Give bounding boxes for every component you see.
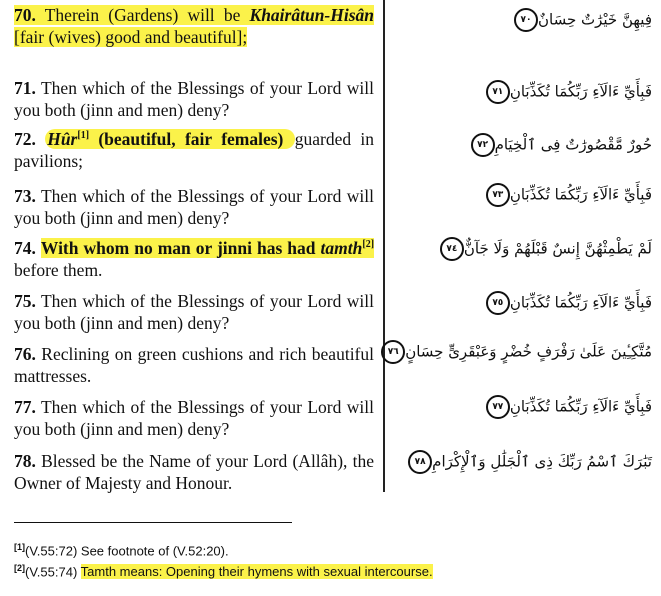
verse-term: tamth — [320, 238, 363, 258]
ayah-number-icon: ٧٥ — [486, 291, 510, 315]
verse-74 — [14, 237, 374, 281]
verse-text-highlighted: With whom no man or jinni has had — [40, 238, 316, 258]
verse-text: Reclining on green cushions and rich beautiful mattresses. — [14, 344, 374, 386]
verse-70 — [14, 4, 374, 48]
ayah-number-icon: ٧٦ — [381, 340, 405, 364]
arabic-verse-77 — [482, 395, 652, 419]
verse-text: Then which of the Blessings of your Lord will you both (jinn and men) deny? — [14, 291, 374, 333]
footnote-text: See footnote of (V.52:20). — [80, 543, 229, 559]
verse-text: Then which of the Blessings of your Lord will you both (jinn and men) deny? — [14, 78, 374, 120]
footnote-divider — [14, 522, 292, 523]
footnote-1 — [14, 542, 229, 558]
arabic-verse-72 — [467, 133, 652, 157]
verse-77 — [14, 396, 374, 440]
verse-text: guarded in pavilions; — [14, 129, 375, 171]
ayah-number-icon: ٧٠ — [514, 8, 538, 32]
ayah-number-icon: ٧٢ — [471, 133, 495, 157]
footnote-text: Tamth means: Opening their hymens with sexual intercourse. — [80, 564, 433, 580]
verse-text: before them. — [14, 260, 103, 280]
arabic-verse-74 — [436, 237, 652, 261]
verse-text: [fair (wives) good and beautiful]; — [14, 27, 248, 47]
ayah-number-icon: ٧١ — [486, 80, 510, 104]
arabic-text: فَبِأَيِّ ءَالَآءِ رَبِّكُمَا تُكَذِّبَانِ — [509, 185, 652, 204]
arabic-text: فَبِأَيِّ ءَالَآءِ رَبِّكُمَا تُكَذِّبَانِ — [509, 397, 652, 416]
ayah-number-icon: ٧٤ — [440, 237, 464, 261]
verse-number: 76. — [14, 344, 36, 364]
arabic-verse-75 — [482, 291, 652, 315]
arabic-verse-71 — [482, 80, 652, 104]
arabic-text: لَمْ يَطْمِثْهُنَّ إِنسٌ قَبْلَهُمْ وَلَا جَآنٌّ — [463, 239, 652, 258]
verse-number: 75. — [14, 291, 36, 311]
verse-71 — [14, 77, 374, 121]
verse-text: Then which of the Blessings of your Lord will you both (jinn and men) deny? — [14, 186, 374, 228]
ayah-number-icon: ٧٨ — [408, 450, 432, 474]
verse-text: Then which of the Blessings of your Lord will you both (jinn and men) deny? — [14, 397, 374, 439]
arabic-text: فَبِأَيِّ ءَالَآءِ رَبِّكُمَا تُكَذِّبَانِ — [509, 82, 652, 101]
arabic-verse-73 — [482, 183, 652, 207]
verse-text: Therein (Gardens) will be — [44, 5, 241, 25]
verse-number: 73. — [14, 186, 36, 206]
footnote-ref: (V.55:74) — [25, 564, 78, 580]
arabic-verse-76 — [377, 340, 652, 364]
verse-76 — [14, 343, 374, 387]
arabic-verse-70 — [510, 8, 652, 32]
verse-text: Blessed be the Name of your Lord (Allâh), the Owner of Majesty and Honour. — [14, 451, 374, 493]
footnote-ref-2: [2] — [362, 239, 375, 251]
verse-number: 74. — [14, 238, 36, 258]
verse-73 — [14, 185, 374, 229]
arabic-verse-78 — [404, 450, 652, 474]
footnote-marker: [2] — [14, 563, 25, 573]
verse-number: 70. — [14, 5, 36, 25]
arabic-text: تَبَٰرَكَ ٱسْمُ رَبِّكَ ذِى ٱلْجَلَٰلِ وَٱلْإِكْرَامِ — [432, 452, 652, 471]
footnote-marker: [1] — [14, 542, 25, 552]
footnote-2 — [14, 563, 433, 579]
verse-number: 71. — [14, 78, 36, 98]
arabic-text: مُتَّكِـِٔينَ عَلَىٰ رَفْرَفٍ خُضْرٍ وَعَبْقَرِىٍّ حِسَانٍ — [405, 342, 652, 361]
verse-text-highlighted: (beautiful, fair females) — [98, 129, 284, 149]
verse-number: 78. — [14, 451, 36, 471]
verse-75 — [14, 290, 374, 334]
arabic-text: فَبِأَيِّ ءَالَآءِ رَبِّكُمَا تُكَذِّبَانِ — [509, 293, 652, 312]
verse-72 — [14, 128, 374, 172]
footnote-ref: (V.55:72) — [25, 543, 78, 559]
column-divider — [383, 0, 385, 492]
footnote-ref-1: [1] — [77, 130, 90, 142]
ayah-number-icon: ٧٧ — [486, 395, 510, 419]
ayah-number-icon: ٧٣ — [486, 183, 510, 207]
arabic-text: فِيهِنَّ خَيْرَٰتٌ حِسَانٌ — [537, 10, 652, 29]
verse-number: 77. — [14, 397, 36, 417]
arabic-text: حُورٌ مَّقْصُورَٰتٌ فِى ٱلْخِيَامِ — [494, 135, 652, 154]
verse-number: 72. — [14, 129, 36, 149]
verse-term: Khairâtun-Hisân — [249, 5, 375, 25]
verse-78 — [14, 450, 374, 494]
verse-term: Hûr — [47, 129, 78, 149]
